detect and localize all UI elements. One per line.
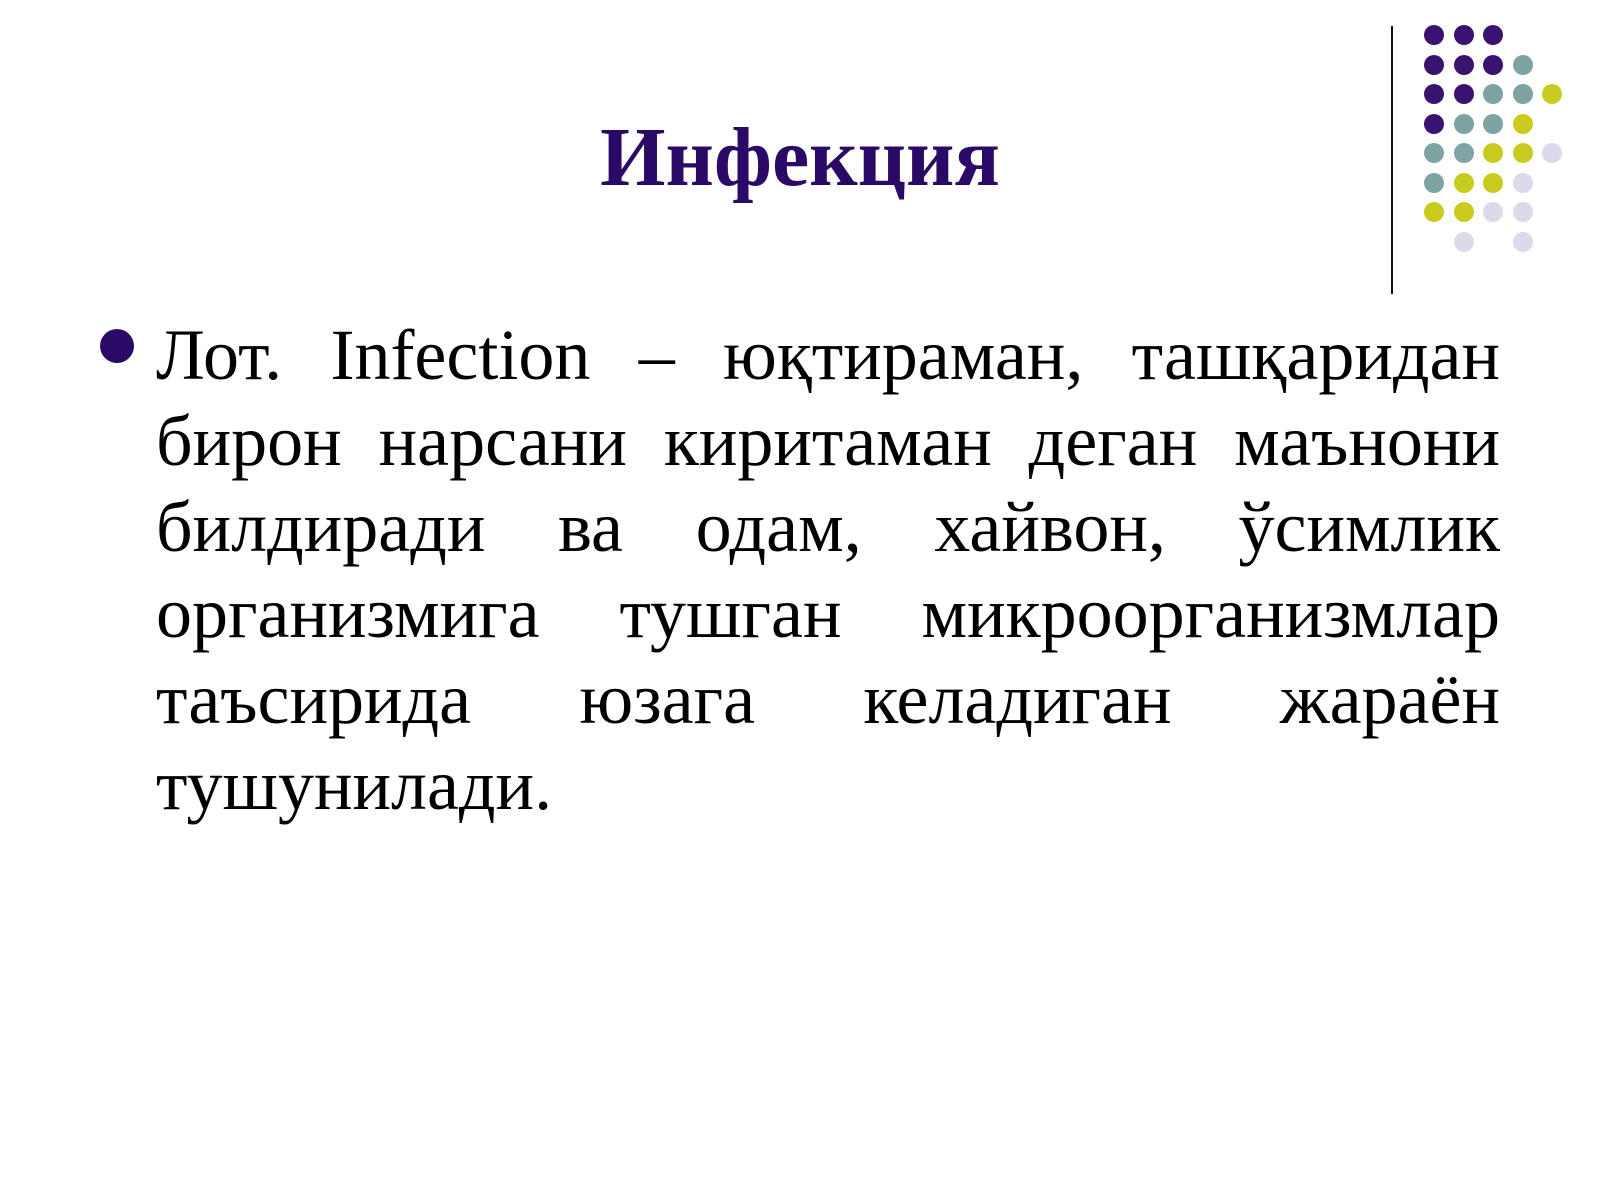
decorative-dot <box>1483 143 1503 163</box>
decorative-dot <box>1454 173 1474 193</box>
slide-title: Инфекция <box>600 111 1000 204</box>
decorative-dot <box>1513 84 1533 104</box>
decorative-dot-grid <box>1424 25 1574 265</box>
bullet-text: Лот. Infection – юқтираман, ташқаридан бирон нарсани киритаман деган маънони билдиради ва одам, хайвон, ўсимлик организмига тушган микроорганизмлар таъсирида юзага келадиган жараён тушунилади. <box>156 315 1500 825</box>
decorative-dot <box>1454 202 1474 222</box>
decorative-dot <box>1454 143 1474 163</box>
decorative-dot <box>1454 84 1474 104</box>
decorative-dot <box>1513 114 1533 134</box>
decorative-dot <box>1424 173 1444 193</box>
decorative-dot <box>1424 55 1444 75</box>
decorative-dot <box>1513 232 1533 252</box>
decorative-dot <box>1513 143 1533 163</box>
decorative-dot <box>1424 114 1444 134</box>
decorative-dot <box>1513 202 1533 222</box>
decorative-dot <box>1513 173 1533 193</box>
decorative-dot <box>1483 25 1503 45</box>
decorative-dot <box>1424 25 1444 45</box>
decorative-dot <box>1542 143 1562 163</box>
decorative-dot <box>1542 84 1562 104</box>
decorative-dot <box>1424 202 1444 222</box>
bullet-icon <box>100 329 134 363</box>
decorative-dot <box>1483 55 1503 75</box>
decorative-dot <box>1483 114 1503 134</box>
decorative-divider <box>1391 26 1393 294</box>
decorative-dot <box>1454 55 1474 75</box>
decorative-dot <box>1513 55 1533 75</box>
decorative-dot <box>1483 202 1503 222</box>
decorative-dot <box>1454 114 1474 134</box>
decorative-dot <box>1454 232 1474 252</box>
decorative-dot <box>1483 173 1503 193</box>
decorative-dot <box>1454 25 1474 45</box>
decorative-dot <box>1424 143 1444 163</box>
decorative-dot <box>1424 84 1444 104</box>
decorative-dot <box>1483 84 1503 104</box>
